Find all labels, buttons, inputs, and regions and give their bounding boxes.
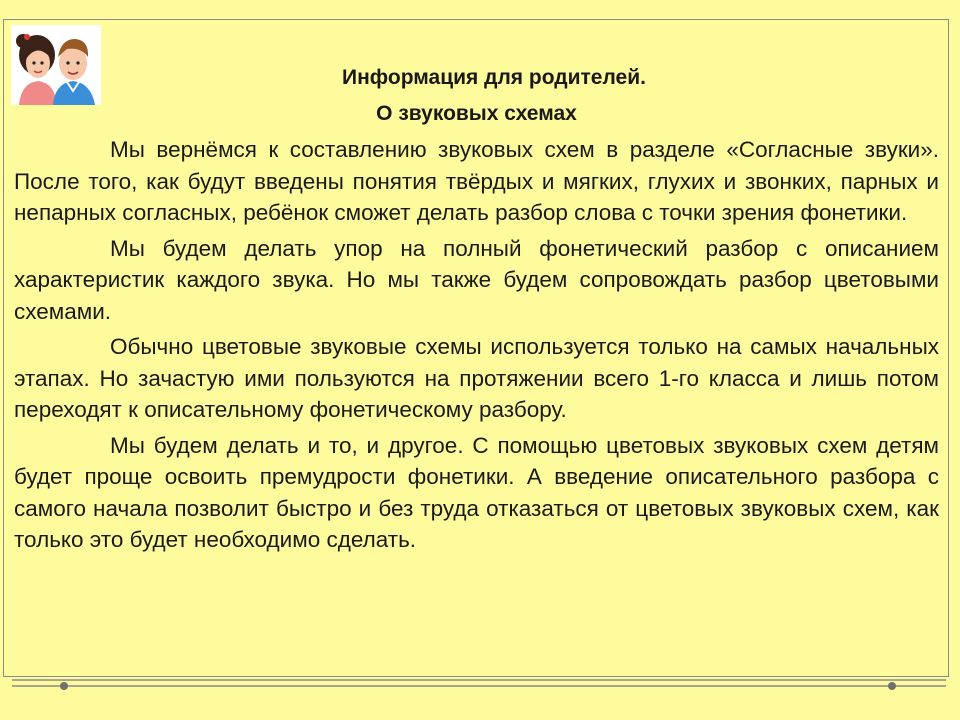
page-subtitle: О звуковых схемах — [376, 102, 577, 125]
paragraph-2: Мы будем делать упор на полный фонетический разбор с описанием характеристик каждого звука. Но мы также будем сопровождать разбор цветовыми схемами. — [14, 235, 939, 324]
paragraph-3: Обычно цветовые звуковые схемы используется только на самых начальных этапах. Но зачастую ими пользуются на протяжении всего 1-го класса и лишь потом переходят к описательному фонетическому разбору. — [14, 334, 939, 422]
page-title: Информация для родителей. — [342, 66, 646, 89]
paragraph-4: Мы будем делать и то, и другое. С помощью цветовых звуковых схем детям будет проще освоить премудрости фонетики. А введение описательного разбора с самого начала позволит быстро и без труда отказаться от цветовых звуковых схем, как только это будет необходимо сделать. — [14, 432, 939, 552]
paragraph-1: Мы вернёмся к составлению звуковых схем в разделе «Согласные звуки». После того, как будут введены понятия твёрдых и мягких, глухих и звонких, парных и непарных согласных, ребёнок сможет делать разбор слова с точки зрения фонетики. — [14, 137, 939, 225]
slide-divider-line — [0, 676, 960, 696]
article — [14, 60, 939, 560]
